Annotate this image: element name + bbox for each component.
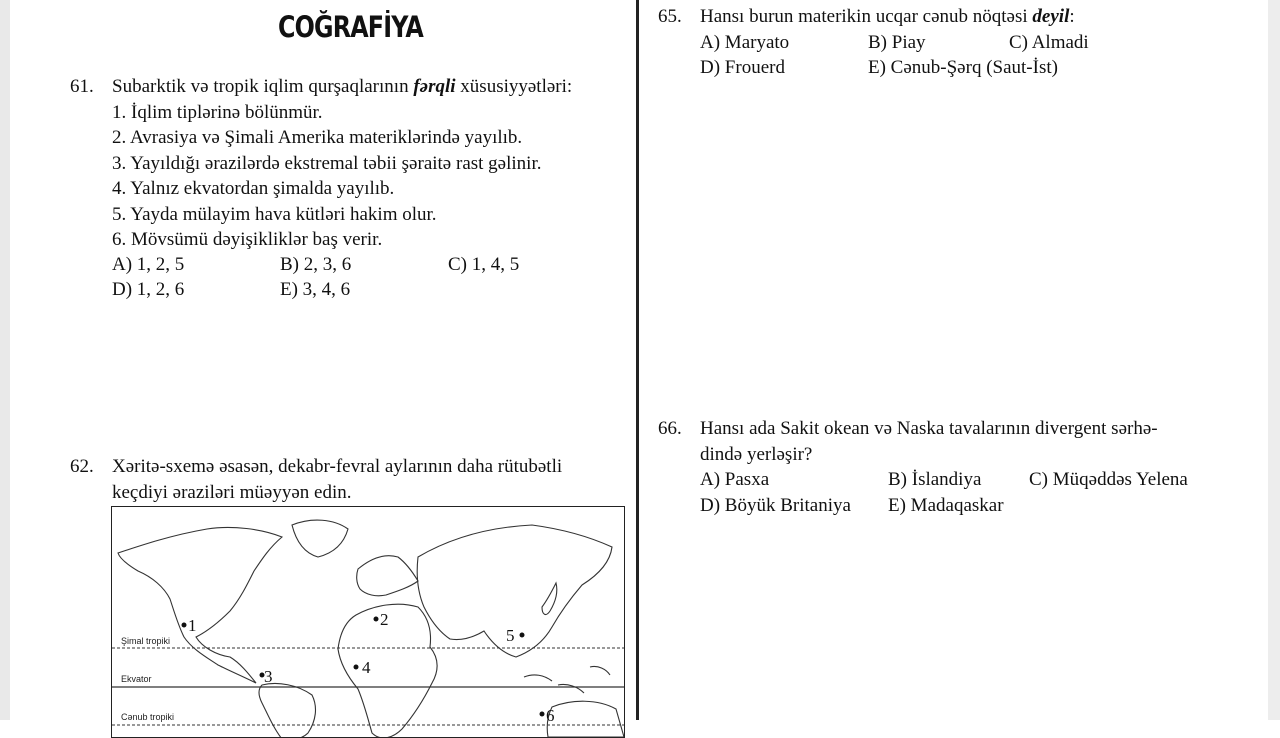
map-point-1: 1	[188, 616, 197, 635]
answer-option-a[interactable]: A) 1, 2, 5	[112, 254, 185, 275]
list-item: 1. İqlim tiplərinə bölünmür.	[112, 101, 323, 123]
page-left-edge	[0, 0, 10, 720]
map-point-6: 6	[546, 706, 555, 725]
north-america-outline	[118, 527, 282, 683]
question-61	[70, 74, 630, 304]
question-number: 66.	[658, 418, 682, 439]
list-item: 2. Avrasiya və Şimali Amerika materiklərində yayılıb.	[112, 127, 523, 148]
islands-outline	[524, 666, 610, 693]
map-point-dot	[354, 665, 359, 670]
map-point-2: 2	[380, 610, 389, 629]
answer-option-b[interactable]: B) Piay	[868, 31, 926, 53]
question-number: 62.	[70, 456, 94, 477]
answer-option-e[interactable]: E) Cənub-Şərq (Saut-İst)	[868, 57, 1058, 78]
map-point-dot	[540, 712, 545, 717]
answer-option-d[interactable]: D) Böyük Britaniya	[700, 494, 851, 516]
world-map-scheme	[111, 506, 625, 738]
answer-option-d[interactable]: D) 1, 2, 6	[112, 279, 185, 300]
answer-option-b[interactable]: B) 2, 3, 6	[280, 254, 352, 275]
answer-option-e[interactable]: E) 3, 4, 6	[280, 279, 351, 300]
south-tropic-label: Cənub tropiki	[121, 712, 175, 722]
map-point-3: 3	[264, 667, 273, 686]
equator-label: Ekvator	[121, 674, 152, 684]
statement-list	[112, 100, 541, 253]
question-66	[658, 416, 1258, 526]
answer-option-e[interactable]: E) Madaqaskar	[888, 494, 1004, 516]
question-stem-line2: dində yerləşir?	[700, 443, 813, 465]
list-item: 3. Yayıldığı ərazilərdə ekstremal təbii şəraitə rast gəlinir.	[112, 152, 542, 174]
map-point-5: 5	[506, 626, 515, 645]
map-point-4: 4	[362, 658, 371, 677]
map-point-dot	[520, 633, 525, 638]
japan-outline	[542, 583, 557, 614]
answer-option-a[interactable]: A) Pasxa	[700, 469, 770, 490]
south-america-outline	[259, 683, 315, 737]
world-map-svg	[112, 507, 624, 737]
answer-option-c[interactable]: C) Müqəddəs Yelena	[1029, 469, 1188, 490]
north-tropic-label: Şimal tropiki	[121, 636, 171, 646]
emphasis-word: fərqli	[413, 76, 456, 97]
asia-outline	[417, 525, 612, 657]
map-point-dot	[374, 617, 379, 622]
europe-outline	[357, 556, 418, 596]
emphasis-word: deyil	[1032, 6, 1070, 27]
question-stem: Subarktik və tropik iqlim qurşaqlarının fərqli xüsusiyyətləri:	[112, 76, 573, 97]
answer-option-c[interactable]: C) Almadi	[1009, 31, 1089, 53]
answer-option-b[interactable]: B) İslandiya	[888, 469, 982, 490]
greenland-outline	[292, 520, 348, 557]
answer-option-c[interactable]: C) 1, 4, 5	[448, 254, 520, 275]
list-item: 4. Yalnız ekvatordan şimalda yayılıb.	[112, 178, 395, 199]
question-stem-line1: Hansı ada Sakit okean və Naska tavalarının divergent sərhə-	[700, 418, 1158, 439]
question-stem-line1: Xəritə-sxemə əsasən, dekabr-fevral aylarının daha rütubətli	[112, 456, 563, 477]
question-number: 61.	[70, 76, 94, 97]
australia-outline	[547, 701, 624, 737]
question-number: 65.	[658, 6, 682, 27]
column-divider	[636, 0, 639, 720]
list-item: 6. Mövsümü dəyişikliklər baş verir.	[112, 229, 383, 250]
question-62	[70, 454, 630, 506]
answer-option-d[interactable]: D) Frouerd	[700, 57, 785, 78]
question-stem: Hansı burun materikin ucqar cənub nöqtəsi deyil:	[700, 6, 1075, 27]
page-right-edge	[1268, 0, 1280, 720]
answer-option-a[interactable]: A) Maryato	[700, 31, 790, 53]
page-title: COĞRAFİYA	[278, 10, 423, 44]
question-65	[658, 4, 1258, 84]
question-stem-line2: keçdiyi əraziləri müəyyən edin.	[112, 482, 352, 503]
list-item: 5. Yayda mülayim hava kütləri hakim olur.	[112, 203, 437, 225]
map-point-dot	[182, 623, 187, 628]
